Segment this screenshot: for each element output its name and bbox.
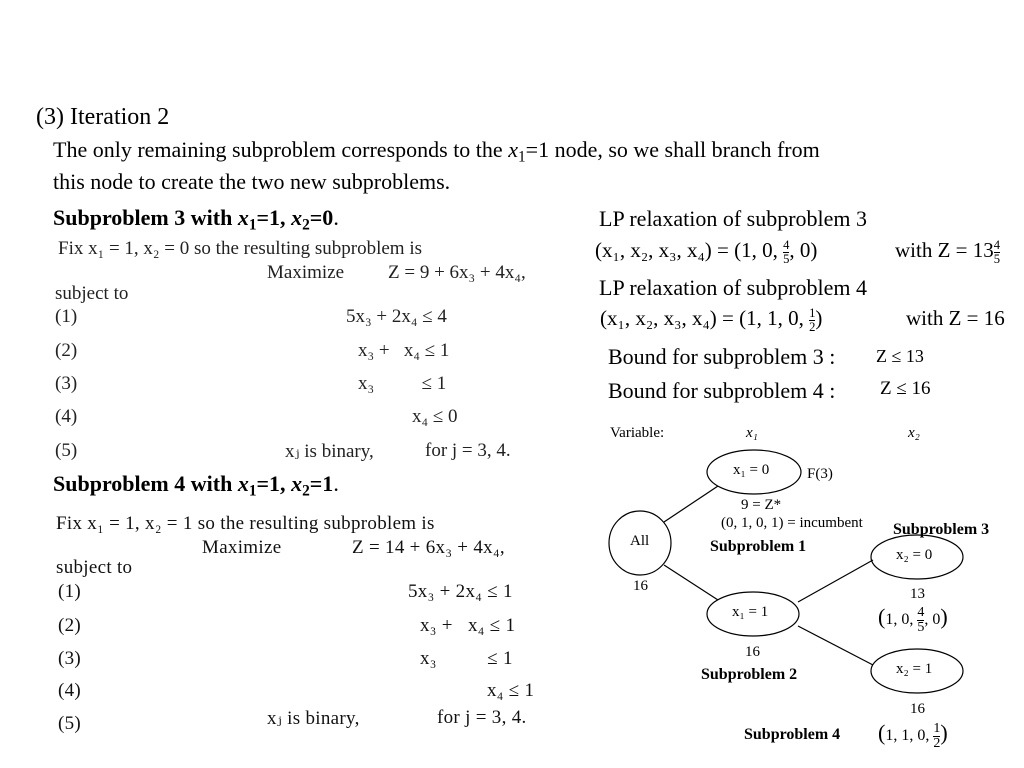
- tree-node-x2-0-solution: (1, 0, $\frac{4}{5}$ , 0): [878, 604, 948, 635]
- tree-label-subproblem-4: Subproblem 4: [744, 726, 841, 743]
- lp-relaxation-3-label: LP relaxation of subproblem 3: [599, 206, 868, 231]
- tree-edge: [798, 626, 873, 665]
- sub3-subject-to: subject to: [55, 283, 129, 304]
- sub3-fix-line: Fix x₁ = 1, x₂ = 0 so the resulting subproblem is: [58, 238, 423, 259]
- tree-node-x2-0-label: x₂ = 0: [896, 547, 933, 563]
- tree-node-x2-1-solution: (1, 1, 0, $\frac{1}{2}$ ): [878, 720, 948, 751]
- tree-incumbent: (0, 1, 0, 1) = incumbent: [721, 515, 863, 531]
- sub4-constraint-num: (5): [58, 713, 82, 734]
- sub3-constraint-num: (1): [55, 306, 78, 327]
- tree-node-x1-1-label: x₁ = 1: [732, 604, 769, 620]
- lp-relaxation-4-z: with Z = 16: [906, 306, 1005, 330]
- sub3-constraint-expr: x₃ + x₄ ≤ 1: [358, 340, 450, 361]
- intro-line-2: this node to create the two new subproblems.: [53, 169, 451, 194]
- lp-relaxation-3-solution: (x₁, x₂, x₃, x₄) = (1, 0, $\frac{4}{5}$ , 0): [595, 238, 818, 266]
- tree-z-star: 9 = Z*: [741, 497, 782, 513]
- tree-label-subproblem-1: Subproblem 1: [710, 538, 807, 555]
- lp-relaxation-3-z: with Z = 13 $\frac{4}{5}$: [895, 238, 1001, 266]
- tree-node-x1-1-bound: 16: [745, 644, 760, 660]
- tree-root-label: All: [630, 533, 650, 549]
- sub3-constraint-num: (2): [55, 340, 78, 361]
- tree-edge: [664, 565, 718, 600]
- sub3-constraint-expr: 5x₃ + 2x₄ ≤ 4: [346, 306, 447, 327]
- sub4-constraint-num: (1): [58, 581, 82, 602]
- tree-fathom-f3: F(3): [807, 466, 833, 482]
- tree-label-subproblem-2: Subproblem 2: [701, 666, 798, 683]
- bound-3-label: Bound for subproblem 3 :: [608, 344, 836, 369]
- sub4-constraint-num: (3): [58, 648, 82, 669]
- sub3-constraint-num: (3): [55, 373, 78, 394]
- tree-node-x2-0-bound: 13: [910, 586, 925, 602]
- tree-root-bound: 16: [633, 578, 648, 594]
- sub4-constraint-expr: xⱼ is binary,: [267, 708, 360, 729]
- sub3-objective: Z = 9 + 6x₃ + 4x₄,: [388, 262, 526, 283]
- tree-node-x2-1-label: x₂ = 1: [896, 661, 933, 677]
- sub3-constraint-expr: xⱼ is binary,: [285, 441, 374, 462]
- sub3-maximize: Maximize: [267, 262, 345, 283]
- tree-label-subproblem-3: Subproblem 3: [893, 521, 990, 538]
- sub4-constraint-extra: for j = 3, 4.: [437, 707, 527, 728]
- bound-4-label: Bound for subproblem 4 :: [608, 378, 836, 403]
- tree-edge: [798, 560, 873, 602]
- lp-relaxation-4-label: LP relaxation of subproblem 4: [599, 275, 868, 300]
- sub3-constraint-expr: x₃ ≤ 1: [358, 373, 447, 394]
- tree-variable-label: Variable:: [610, 425, 665, 441]
- tree-edge: [664, 486, 718, 522]
- sub3-constraint-num: (5): [55, 440, 78, 461]
- sub4-constraint-expr: x₃ ≤ 1: [420, 648, 513, 669]
- sub4-fix-line: Fix x₁ = 1, x₂ = 1 so the resulting subproblem is: [56, 513, 435, 534]
- sub4-constraint-num: (2): [58, 615, 82, 636]
- sub3-constraint-num: (4): [55, 406, 78, 427]
- bound-3-value: Z ≤ 13: [876, 346, 924, 366]
- tree-node-x1-0-label: x₁ = 0: [733, 462, 770, 478]
- tree-node-x2-1-bound: 16: [910, 701, 925, 717]
- intro-line-1: The only remaining subproblem corresponds to the $x_1=1$ node, so we shall branch from: [53, 137, 820, 166]
- sub4-objective: Z = 14 + 6x₃ + 4x₄,: [352, 537, 505, 558]
- sub3-constraint-expr: x₄ ≤ 0: [412, 406, 458, 427]
- sub4-maximize: Maximize: [202, 537, 282, 558]
- bound-4-value: Z ≤ 16: [880, 378, 931, 399]
- subproblem-4-title: Subproblem 4 with $x_1=1$, $x_2=1$.: [53, 471, 339, 500]
- lp-relaxation-4-solution: (x₁, x₂, x₃, x₄) = (1, 1, 0, $\frac{1}{2}$ ): [600, 306, 823, 334]
- tree-column-x2: x₂: [908, 425, 920, 441]
- sub4-subject-to: subject to: [56, 557, 133, 578]
- sub3-constraint-extra: for j = 3, 4.: [425, 440, 511, 461]
- sub4-constraint-expr: x₃ + x₄ ≤ 1: [420, 615, 516, 636]
- subproblem-3-title: Subproblem 3 with $x_1=1$, $x_2=0$.: [53, 205, 339, 234]
- sub4-constraint-num: (4): [58, 680, 82, 701]
- tree-column-x1: x₁: [746, 425, 758, 441]
- sub4-constraint-expr: x₄ ≤ 1: [487, 680, 535, 701]
- sub4-constraint-expr: 5x₃ + 2x₄ ≤ 1: [408, 581, 513, 602]
- section-heading: (3) Iteration 2: [36, 104, 170, 130]
